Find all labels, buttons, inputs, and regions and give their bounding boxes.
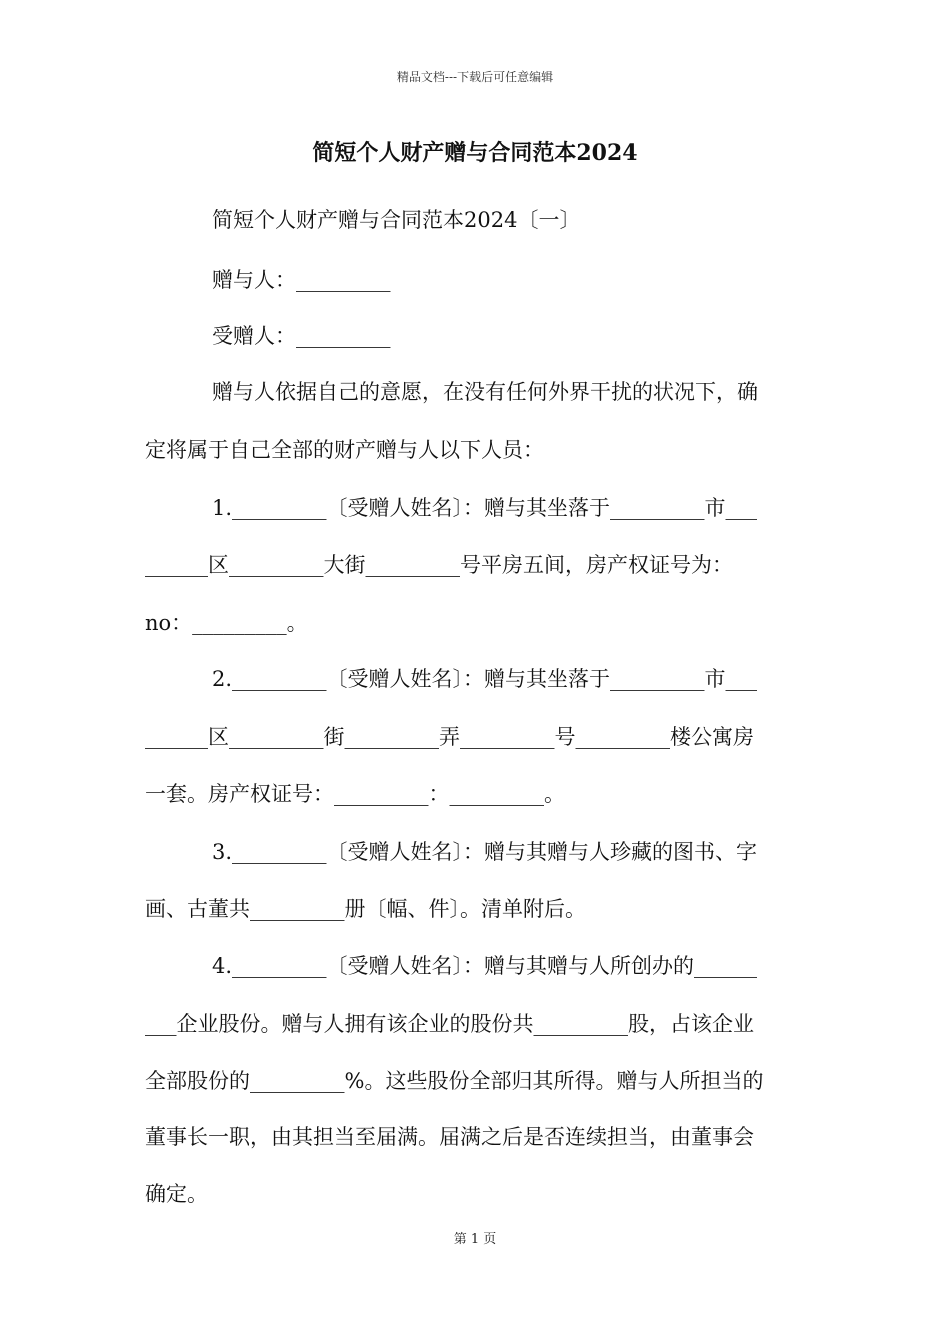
item-2-line-3: 一套。房产权证号：_________：_________。 [145, 782, 565, 806]
item-4-line-1: 4._________〔受赠人姓名〕：赠与其赠与人所创办的______ [212, 954, 758, 978]
item-4-line-2: ___企业股份。赠与人拥有该企业的股份共_________股，占该企业 [145, 1012, 754, 1036]
paragraph-intro-line-1: 赠与人依据自己的意愿，在没有任何外界干扰的状况下，确 [212, 380, 758, 404]
section-heading: 简短个人财产赠与合同范本2024〔一〕 [212, 208, 581, 232]
paragraph-intro-line-2: 定将属于自己全部的财产赠与人以下人员： [145, 438, 544, 462]
donor-line: 赠与人：_________ [212, 268, 391, 292]
item-3-line-2: 画、古董共_________册〔幅、件〕。清单附后。 [145, 897, 586, 921]
item-4-line-4: 董事长一职，由其担当至届满。届满之后是否连续担当，由董事会 [145, 1125, 754, 1149]
item-3-line-1: 3._________〔受赠人姓名〕：赠与其赠与人珍藏的图书、字 [212, 840, 758, 864]
item-4-line-3: 全部股份的_________%。这些股份全部归其所得。赠与人所担当的 [145, 1069, 764, 1093]
item-1-line-2: ______区_________大街_________号平房五间，房产权证号为： [145, 553, 733, 577]
item-2-line-2: ______区_________街_________弄_________号_________楼公寓房 [145, 725, 754, 749]
page-number: 第 1 页 [453, 1232, 497, 1247]
item-1-line-1: 1._________〔受赠人姓名〕：赠与其坐落于_________市___ [212, 496, 758, 520]
recipient-line: 受赠人：_________ [212, 324, 391, 348]
item-2-line-1: 2._________〔受赠人姓名〕：赠与其坐落于_________市___ [212, 667, 758, 691]
item-1-line-3: no：_________。 [145, 611, 308, 635]
page-header: 精品文档---下载后可任意编辑 [396, 70, 554, 84]
item-4-line-5: 确定。 [145, 1182, 208, 1206]
document-title: 简短个人财产赠与合同范本2024 [312, 140, 638, 166]
